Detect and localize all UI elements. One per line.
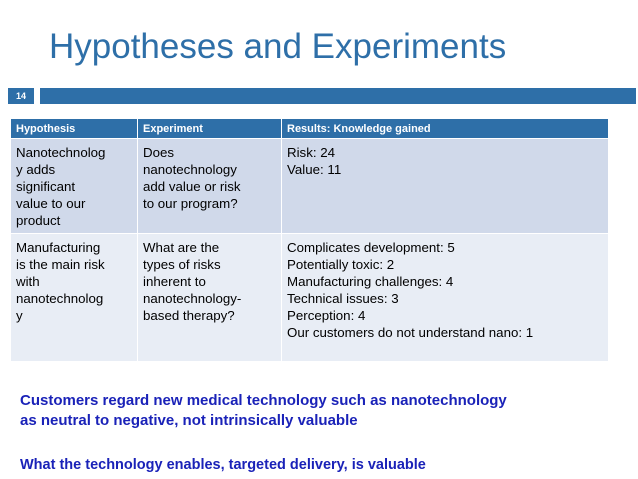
cell-text-line: nanotechnology (143, 162, 237, 177)
cell-results (282, 234, 609, 362)
cell-text-line: y adds (16, 162, 56, 177)
cell-text-line: types of risks (143, 257, 221, 272)
cell-text-line: Does (143, 145, 175, 160)
cell-text-line: Risk: 24 (287, 145, 336, 160)
cell-text-line: product (16, 213, 61, 228)
cell-text-line: Manufacturing challenges: 4 (287, 274, 454, 289)
cell-text-line: based therapy? (143, 308, 235, 323)
cell-text-line: Potentially toxic: 2 (287, 257, 395, 272)
cell-text-line: Complicates development: 5 (287, 240, 455, 255)
cell-text-line: add value or risk (143, 179, 241, 194)
table-header-row (11, 119, 609, 139)
cell-text-line: is the main risk (16, 257, 105, 272)
cell-text-line: What are the (143, 240, 220, 255)
conclusion-line-2: as neutral to negative, not intrinsically valuable (20, 412, 358, 429)
cell-experiment (138, 234, 282, 362)
cell-text-line: to our program? (143, 196, 238, 211)
cell-text-line: Perception: 4 (287, 308, 366, 323)
cell-text-line: value to our (16, 196, 86, 211)
cell-text-line: significant (16, 179, 76, 194)
cell-text-line: inherent to (143, 274, 206, 289)
header-hypothesis: Hypothesis (11, 119, 138, 139)
table-row (11, 234, 609, 362)
cell-results (282, 139, 609, 234)
header-experiment: Experiment (138, 119, 282, 139)
cell-hypothesis (11, 139, 138, 234)
cell-text-line: y (16, 308, 23, 323)
slide-number: 14 (8, 88, 34, 104)
conclusion-line-1: Customers regard new medical technology such as nanotechnology (20, 392, 507, 409)
title-divider-bar (40, 88, 636, 104)
slide-title: Hypotheses and Experiments (49, 27, 507, 66)
cell-text-line: Nanotechnolog (16, 145, 106, 160)
hypotheses-table (10, 118, 609, 362)
cell-text-line: Our customers do not understand nano: 1 (287, 325, 534, 340)
conclusion-line-3: What the technology enables, targeted delivery, is valuable (20, 457, 426, 473)
cell-text-line: with (16, 274, 40, 289)
cell-text-line: nanotechnology- (143, 291, 242, 306)
header-results: Results: Knowledge gained (282, 119, 609, 139)
cell-hypothesis (11, 234, 138, 362)
table-row (11, 139, 609, 234)
cell-text-line: Value: 11 (287, 162, 342, 177)
cell-text-line: Technical issues: 3 (287, 291, 399, 306)
cell-experiment (138, 139, 282, 234)
cell-text-line: nanotechnolog (16, 291, 104, 306)
cell-text-line: Manufacturing (16, 240, 101, 255)
